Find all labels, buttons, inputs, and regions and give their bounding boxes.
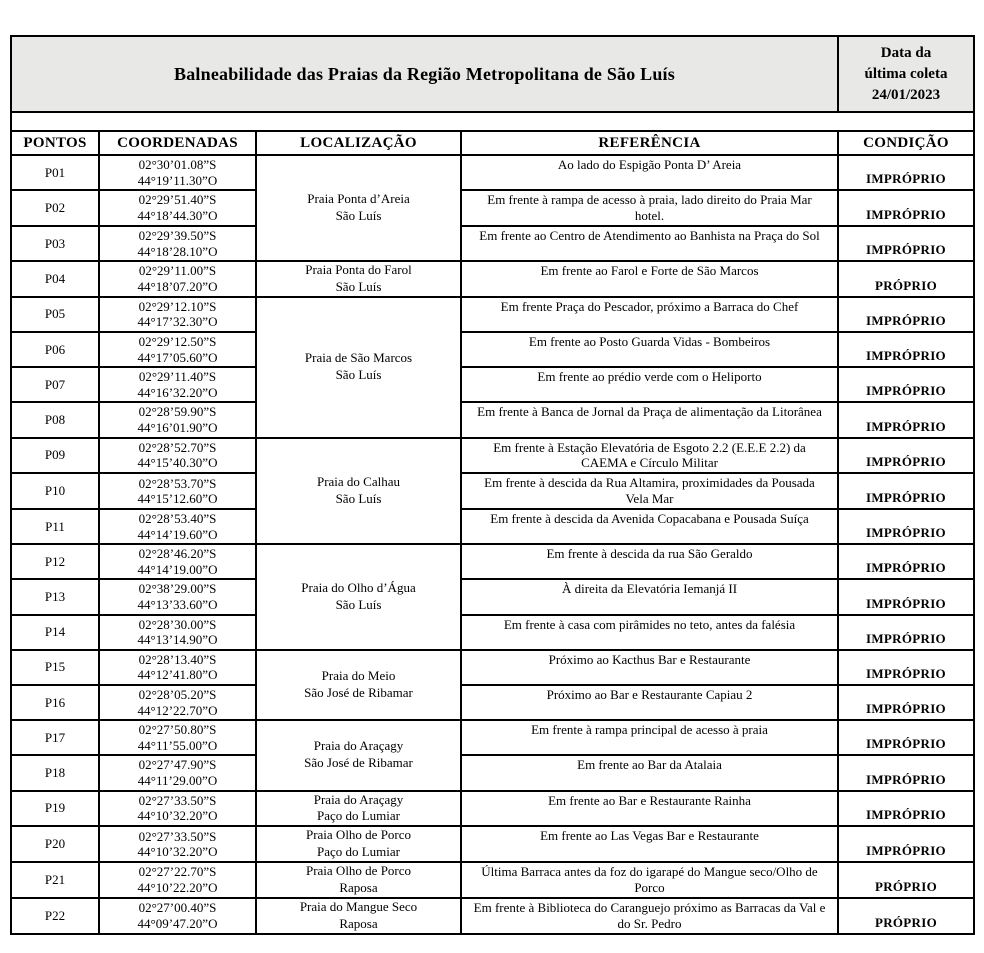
latitude: 02°29’11.00”S bbox=[138, 263, 217, 279]
ponto-cell: P03 bbox=[11, 226, 99, 261]
location-cell bbox=[256, 261, 461, 297]
condition-cell: IMPRÓPRIO bbox=[838, 755, 974, 790]
location-cell bbox=[256, 544, 461, 650]
ponto-cell: P16 bbox=[11, 685, 99, 720]
longitude: 44°14’19.00”O bbox=[137, 561, 218, 577]
spacer-cell bbox=[11, 112, 974, 131]
latitude: 02°27’33.50”S bbox=[138, 828, 217, 844]
condition-cell: IMPRÓPRIO bbox=[838, 226, 974, 261]
table-row bbox=[11, 226, 974, 261]
ponto-cell: P18 bbox=[11, 755, 99, 790]
location-cell bbox=[256, 155, 461, 261]
reference-cell: Em frente à descida da Avenida Copacabana e Pousada Suíça bbox=[461, 509, 838, 544]
longitude: 44°12’41.80”O bbox=[137, 667, 218, 683]
table-row bbox=[11, 367, 974, 402]
ponto-cell: P19 bbox=[11, 791, 99, 827]
ponto-cell: P06 bbox=[11, 332, 99, 367]
latitude: 02°28’53.70”S bbox=[138, 475, 217, 491]
condition-cell: IMPRÓPRIO bbox=[838, 579, 974, 614]
latitude: 02°38’29.00”S bbox=[138, 581, 217, 597]
longitude: 44°10’32.20”O bbox=[137, 844, 218, 860]
latitude: 02°27’47.90”S bbox=[138, 757, 217, 773]
condition-cell: PRÓPRIO bbox=[838, 862, 974, 898]
table-row bbox=[11, 155, 974, 190]
ponto-cell: P12 bbox=[11, 544, 99, 579]
coordinates-cell bbox=[99, 791, 256, 827]
ponto-cell: P10 bbox=[11, 473, 99, 509]
latitude: 02°27’33.50”S bbox=[138, 792, 217, 808]
coordinates-cell bbox=[99, 898, 256, 934]
municipality: Raposa bbox=[339, 915, 378, 931]
beach-name: Praia Ponta do Farol bbox=[305, 262, 412, 278]
latitude: 02°28’30.00”S bbox=[138, 616, 217, 632]
latitude: 02°29’12.50”S bbox=[138, 334, 217, 350]
location-cell bbox=[256, 438, 461, 545]
coordinates-cell bbox=[99, 862, 256, 898]
coordinates-cell bbox=[99, 685, 256, 720]
reference-cell: Em frente ao Bar da Atalaia bbox=[461, 755, 838, 790]
page-title: Balneabilidade das Praias da Região Metropolitana de São Luís bbox=[11, 36, 838, 112]
municipality: São José de Ribamar bbox=[304, 755, 413, 771]
column-header-coordenadas: COORDENADAS bbox=[99, 131, 256, 155]
reference-cell: Em frente à Banca de Jornal da Praça de alimentação da Litorânea bbox=[461, 402, 838, 437]
reference-cell: Em frente à descida da rua São Geraldo bbox=[461, 544, 838, 579]
reference-cell: Em frente à casa com pirâmides no teto, antes da falésia bbox=[461, 615, 838, 650]
municipality: Paço do Lumiar bbox=[316, 844, 401, 860]
location-cell bbox=[256, 297, 461, 438]
longitude: 44°15’40.30”O bbox=[137, 455, 218, 471]
beach-name: Praia de São Marcos bbox=[304, 350, 413, 366]
table-row bbox=[11, 650, 974, 685]
latitude: 02°28’53.40”S bbox=[138, 511, 217, 527]
longitude: 44°13’14.90”O bbox=[137, 632, 218, 648]
coordinates-cell bbox=[99, 297, 256, 332]
coordinates-cell bbox=[99, 720, 256, 755]
longitude: 44°17’32.30”O bbox=[137, 314, 218, 330]
latitude: 02°28’59.90”S bbox=[138, 404, 217, 420]
latitude: 02°28’52.70”S bbox=[138, 439, 217, 455]
location-cell bbox=[256, 720, 461, 790]
ponto-cell: P15 bbox=[11, 650, 99, 685]
coordinates-cell bbox=[99, 367, 256, 402]
table-row bbox=[11, 579, 974, 614]
spacer-row bbox=[11, 112, 974, 131]
condition-cell: IMPRÓPRIO bbox=[838, 826, 974, 862]
reference-cell: Em frente à descida da Rua Altamira, proximidades da Pousada Vela Mar bbox=[461, 473, 838, 509]
beach-name: Praia do Araçagy bbox=[313, 738, 404, 754]
coordinates-cell bbox=[99, 826, 256, 862]
municipality: São Luís bbox=[335, 208, 382, 224]
longitude: 44°14’19.60”O bbox=[137, 526, 218, 542]
coordinates-cell bbox=[99, 509, 256, 544]
reference-cell: Em frente ao Las Vegas Bar e Restaurante bbox=[461, 826, 838, 862]
latitude: 02°29’39.50”S bbox=[138, 227, 217, 243]
coordinates-cell bbox=[99, 226, 256, 261]
reference-cell: Em frente à rampa principal de acesso à praia bbox=[461, 720, 838, 755]
reference-cell: Em frente à Biblioteca do Caranguejo próximo as Barracas da Val e do Sr. Pedro bbox=[461, 898, 838, 934]
coordinates-cell bbox=[99, 155, 256, 190]
table-row bbox=[11, 898, 974, 934]
reference-cell: À direita da Elevatória Iemanjá II bbox=[461, 579, 838, 614]
coordinates-cell bbox=[99, 755, 256, 790]
beach-name: Praia do Araçagy bbox=[313, 791, 404, 807]
reference-cell: Em frente ao prédio verde com o Heliporto bbox=[461, 367, 838, 402]
table-row bbox=[11, 791, 974, 827]
condition-cell: PRÓPRIO bbox=[838, 898, 974, 934]
coordinates-cell bbox=[99, 615, 256, 650]
ponto-cell: P20 bbox=[11, 826, 99, 862]
coordinates-cell bbox=[99, 473, 256, 509]
latitude: 02°28’05.20”S bbox=[138, 687, 217, 702]
condition-cell: IMPRÓPRIO bbox=[838, 685, 974, 720]
latitude: 02°29’11.40”S bbox=[138, 369, 217, 385]
table-row bbox=[11, 332, 974, 367]
location-cell bbox=[256, 898, 461, 934]
ponto-cell: P08 bbox=[11, 402, 99, 437]
condition-cell: IMPRÓPRIO bbox=[838, 791, 974, 827]
longitude: 44°10’22.20”O bbox=[137, 880, 218, 896]
latitude: 02°27’22.70”S bbox=[138, 864, 217, 880]
ponto-cell: P17 bbox=[11, 720, 99, 755]
municipality: São Luís bbox=[335, 490, 382, 506]
date-label-line1: Data da bbox=[880, 44, 932, 61]
longitude: 44°16’01.90”O bbox=[137, 420, 218, 436]
condition-cell: IMPRÓPRIO bbox=[838, 544, 974, 579]
longitude: 44°18’28.10”O bbox=[137, 243, 218, 259]
reference-cell: Em frente ao Bar e Restaurante Rainha bbox=[461, 791, 838, 827]
longitude: 44°18’07.20”O bbox=[137, 278, 218, 294]
date-label-line2: última coleta bbox=[864, 65, 948, 82]
table-row bbox=[11, 615, 974, 650]
longitude: 44°09’47.20”O bbox=[137, 915, 218, 931]
latitude: 02°30’01.08”S bbox=[138, 157, 217, 172]
condition-cell: IMPRÓPRIO bbox=[838, 473, 974, 509]
latitude: 02°29’51.40”S bbox=[138, 192, 217, 208]
coordinates-cell bbox=[99, 650, 256, 685]
beach-name: Praia Olho de Porco bbox=[305, 827, 412, 843]
reference-cell: Próximo ao Kacthus Bar e Restaurante bbox=[461, 650, 838, 685]
ponto-cell: P14 bbox=[11, 615, 99, 650]
column-header-localizacao: LOCALIZAÇÃO bbox=[256, 131, 461, 155]
ponto-cell: P21 bbox=[11, 862, 99, 898]
ponto-cell: P22 bbox=[11, 898, 99, 934]
beach-name: Praia Ponta d’Areia bbox=[307, 191, 410, 207]
location-cell bbox=[256, 791, 461, 827]
reference-cell: Em frente Praça do Pescador, próximo a Barraca do Chef bbox=[461, 297, 838, 332]
last-collection-date bbox=[838, 36, 974, 112]
longitude: 44°19’11.30”O bbox=[137, 172, 218, 188]
longitude: 44°11’29.00”O bbox=[137, 772, 218, 788]
longitude: 44°18’44.30”O bbox=[137, 208, 218, 224]
municipality: São Luís bbox=[335, 597, 382, 613]
beach-name: Praia do Mangue Seco bbox=[299, 898, 418, 914]
ponto-cell: P01 bbox=[11, 155, 99, 190]
reference-cell: Ao lado do Espigão Ponta D’ Areia bbox=[461, 155, 838, 190]
beach-name: Praia do Olho d’Água bbox=[301, 580, 416, 596]
ponto-cell: P13 bbox=[11, 579, 99, 614]
coordinates-cell bbox=[99, 332, 256, 367]
column-header-referencia: REFERÊNCIA bbox=[461, 131, 838, 155]
ponto-cell: P07 bbox=[11, 367, 99, 402]
coordinates-cell bbox=[99, 402, 256, 437]
location-cell bbox=[256, 826, 461, 862]
table-row bbox=[11, 509, 974, 544]
condition-cell: PRÓPRIO bbox=[838, 261, 974, 297]
condition-cell: IMPRÓPRIO bbox=[838, 615, 974, 650]
latitude: 02°28’46.20”S bbox=[138, 546, 217, 562]
coordinates-cell bbox=[99, 261, 256, 297]
reference-cell: Em frente ao Farol e Forte de São Marcos bbox=[461, 261, 838, 297]
table-row bbox=[11, 402, 974, 437]
longitude: 44°15’12.60”O bbox=[137, 491, 218, 507]
condition-cell: IMPRÓPRIO bbox=[838, 297, 974, 332]
coordinates-cell bbox=[99, 190, 256, 226]
condition-cell: IMPRÓPRIO bbox=[838, 367, 974, 402]
longitude: 44°13’33.60”O bbox=[137, 597, 218, 613]
condition-cell: IMPRÓPRIO bbox=[838, 720, 974, 755]
beach-name: Praia do Calhau bbox=[316, 474, 401, 490]
reference-cell: Em frente ao Centro de Atendimento ao Banhista na Praça do Sol bbox=[461, 226, 838, 261]
reference-cell: Última Barraca antes da foz do igarapé do Mangue seco/Olho de Porco bbox=[461, 862, 838, 898]
coordinates-cell bbox=[99, 544, 256, 579]
coordinates-cell bbox=[99, 579, 256, 614]
condition-cell: IMPRÓPRIO bbox=[838, 332, 974, 367]
municipality: São José de Ribamar bbox=[304, 685, 413, 700]
table-row bbox=[11, 297, 974, 332]
column-header-pontos: PONTOS bbox=[11, 131, 99, 155]
balneabilidade-table bbox=[10, 35, 975, 935]
table-row bbox=[11, 544, 974, 579]
latitude: 02°29’12.10”S bbox=[138, 298, 217, 314]
location-cell bbox=[256, 650, 461, 720]
table-row bbox=[11, 438, 974, 474]
municipality: Paço do Lumiar bbox=[316, 808, 401, 824]
beach-name: Praia do Meio bbox=[321, 668, 396, 684]
table-row bbox=[11, 473, 974, 509]
ponto-cell: P11 bbox=[11, 509, 99, 544]
ponto-cell: P04 bbox=[11, 261, 99, 297]
table-row bbox=[11, 190, 974, 226]
condition-cell: IMPRÓPRIO bbox=[838, 438, 974, 474]
coordinates-cell bbox=[99, 438, 256, 474]
longitude: 44°10’32.20”O bbox=[137, 808, 218, 824]
date-value: 24/01/2023 bbox=[871, 86, 941, 103]
table-row bbox=[11, 755, 974, 790]
table-row bbox=[11, 685, 974, 720]
reference-cell: Em frente à rampa de acesso à praia, lado direito do Praia Mar hotel. bbox=[461, 190, 838, 226]
reference-cell: Em frente ao Posto Guarda Vidas - Bombeiros bbox=[461, 332, 838, 367]
condition-cell: IMPRÓPRIO bbox=[838, 190, 974, 226]
table-row bbox=[11, 720, 974, 755]
beach-name: Praia Olho de Porco bbox=[305, 863, 412, 879]
column-header-condicao: CONDIÇÃO bbox=[838, 131, 974, 155]
longitude: 44°11’55.00”O bbox=[137, 737, 218, 753]
ponto-cell: P09 bbox=[11, 438, 99, 474]
latitude: 02°27’50.80”S bbox=[138, 722, 217, 738]
location-cell bbox=[256, 862, 461, 898]
condition-cell: IMPRÓPRIO bbox=[838, 402, 974, 437]
longitude: 44°12’22.70”O bbox=[137, 702, 218, 718]
longitude: 44°17’05.60”O bbox=[137, 349, 218, 365]
table-row bbox=[11, 261, 974, 297]
municipality: São Luís bbox=[335, 278, 382, 294]
condition-cell: IMPRÓPRIO bbox=[838, 155, 974, 190]
table-row bbox=[11, 826, 974, 862]
municipality: Raposa bbox=[339, 880, 378, 896]
column-header-row bbox=[11, 131, 974, 155]
table-row bbox=[11, 862, 974, 898]
municipality: São Luís bbox=[335, 367, 382, 383]
reference-cell: Próximo ao Bar e Restaurante Capiau 2 bbox=[461, 685, 838, 720]
title-row bbox=[11, 36, 974, 112]
reference-cell: Em frente à Estação Elevatória de Esgoto 2.2 (E.E.E 2.2) da CAEMA e Círculo Militar bbox=[461, 438, 838, 474]
longitude: 44°16’32.20”O bbox=[137, 384, 218, 400]
latitude: 02°27’00.40”S bbox=[138, 900, 217, 916]
ponto-cell: P02 bbox=[11, 190, 99, 226]
latitude: 02°28’13.40”S bbox=[138, 651, 217, 667]
condition-cell: IMPRÓPRIO bbox=[838, 509, 974, 544]
ponto-cell: P05 bbox=[11, 297, 99, 332]
condition-cell: IMPRÓPRIO bbox=[838, 650, 974, 685]
